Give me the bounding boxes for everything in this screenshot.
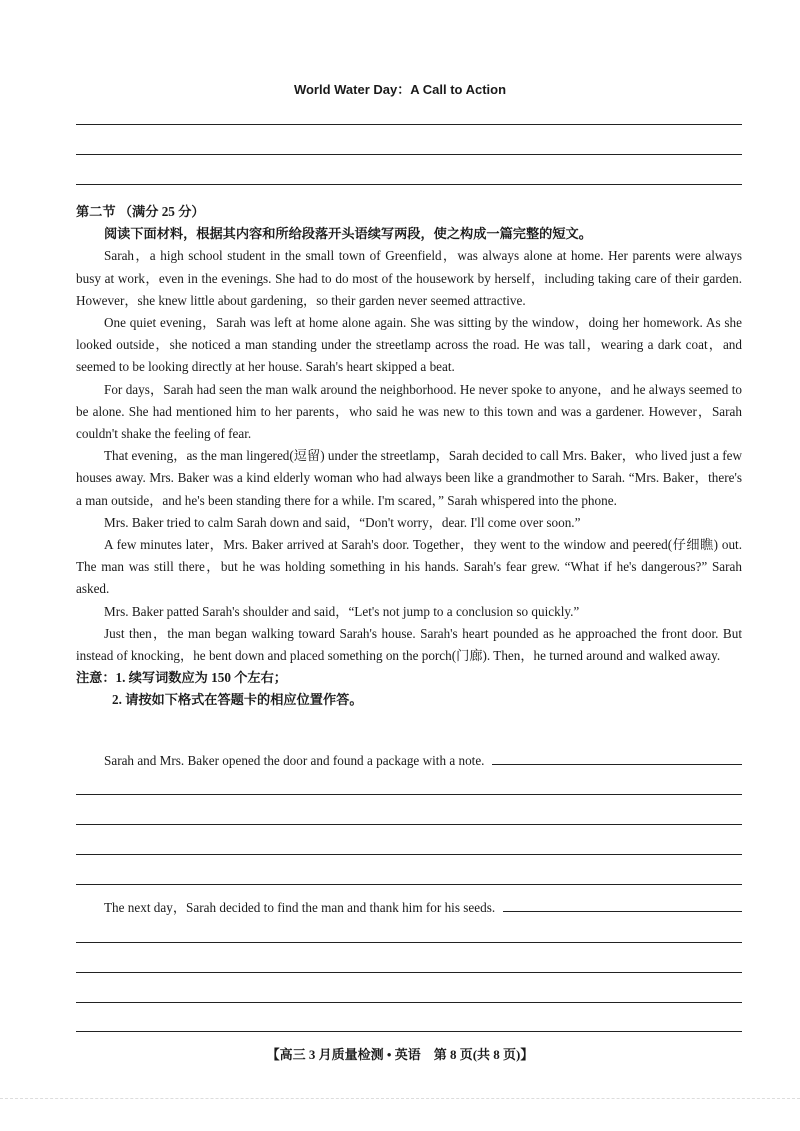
answer-line[interactable] xyxy=(492,750,742,765)
answer-line[interactable] xyxy=(76,824,742,825)
answer-line[interactable] xyxy=(76,794,742,795)
writing-line xyxy=(76,184,742,185)
prompt-text: The next day，Sarah decided to find the man and thank him for his seeds. xyxy=(104,900,496,915)
writing-line xyxy=(76,124,742,125)
answer-line[interactable] xyxy=(76,972,742,973)
section-two xyxy=(76,201,742,712)
notes-label: 注意：1. 续写词数应为 150 个左右； xyxy=(76,670,287,686)
answer-line[interactable] xyxy=(76,884,742,885)
story-paragraph: Mrs. Baker patted Sarah's shoulder and said，“Let's not jump to a conclusion so quickly.” xyxy=(104,603,580,619)
story-paragraph: A few minutes later，Mrs. Baker arrived at Sarah's door. Together，they went to the window and peered(仔细瞧) out. The man was still there，but he was holding something in his hands. Sarah's fear grew. “What if he's dangerous?” Sarah asked. xyxy=(76,537,742,597)
story-paragraph: Sarah，a high school student in the small town of Greenfield，was always alone at home. Her parents were always busy at work，even in the evenings. She had to do most of the housework by herself，including taking care of their garden. However，she knew little about gardening，so their garden never seemed attractive. xyxy=(76,248,742,308)
continuation-prompt-2 xyxy=(76,897,742,916)
answer-line[interactable] xyxy=(76,942,742,943)
section-heading: 第二节 （满分 25 分） xyxy=(76,204,205,219)
answer-line[interactable] xyxy=(76,1002,742,1003)
answer-line[interactable] xyxy=(503,897,742,912)
continuation-prompt-1 xyxy=(76,750,742,769)
story-paragraph: Mrs. Baker tried to calm Sarah down and said，“Don't worry，dear. I'll come over soon.” xyxy=(104,514,581,530)
answer-line[interactable] xyxy=(76,1031,742,1032)
essay-title: World Water Day：A Call to Action xyxy=(293,82,507,97)
page-divider xyxy=(0,1098,800,1099)
story-paragraph: Just then，the man began walking toward Sarah's house. Sarah's heart pounded as he approached the front door. But instead of knocking，he bent down and placed something on the porch(门廊). Then，he turned around and walked away. xyxy=(76,625,742,664)
page-footer: 【高三 3 月质量检测 • 英语 第 8 页(共 8 页)】 xyxy=(266,1047,534,1062)
notes-item: 2. 请按如下格式在答题卡的相应位置作答。 xyxy=(112,692,363,708)
story-paragraph: For days，Sarah had seen the man walk around the neighborhood. He never spoke to anyone，and he always seemed to be alone. She had mentioned him to her parents，who said he was new to this town and was a gardener. However，Sarah couldn't shake the feeling of fear. xyxy=(76,381,742,442)
answer-line[interactable] xyxy=(76,854,742,855)
story-paragraph: That evening，as the man lingered(逗留) under the streetlamp，Sarah decided to call Mrs. Baker，who lived just a few houses away. Mrs. Baker was a kind elderly woman who had always been like a grandmother to Sarah. “Mrs. Baker，there's a man outside，and he's been standing there for a while. I'm scared，” Sarah whispered into the phone. xyxy=(76,448,742,508)
section-instruction: 阅读下面材料，根据其内容和所给段落开头语续写两段，使之构成一篇完整的短文。 xyxy=(104,226,592,242)
writing-line xyxy=(76,154,742,155)
story-paragraph: One quiet evening，Sarah was left at home alone again. She was sitting by the window，doing her homework. As she looked outside，she noticed a man standing under the streetlamp across the road. He was tall，wearing a dark coat，and seemed to be looking directly at her house. Sarah's heart skipped a beat. xyxy=(76,315,742,375)
prompt-text: Sarah and Mrs. Baker opened the door and found a package with a note. xyxy=(104,753,485,768)
